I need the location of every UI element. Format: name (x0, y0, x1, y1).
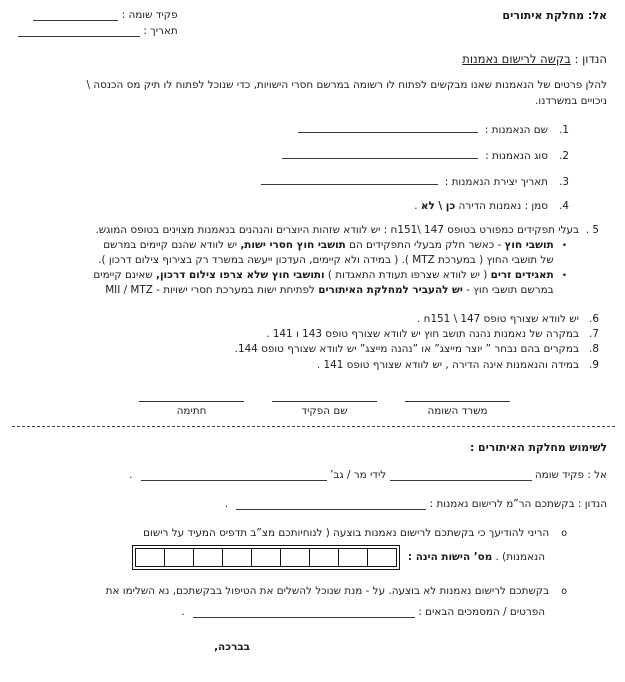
digit-box[interactable] (164, 548, 194, 567)
period: . (181, 605, 185, 618)
digit-box[interactable] (251, 548, 281, 567)
assessing-officer-label: פקיד שומה : (121, 9, 178, 21)
item-number: 2. (559, 150, 569, 162)
date-field[interactable] (18, 25, 140, 37)
period: . (224, 497, 229, 510)
page-title: בקשה לרישום נאמנות (462, 52, 571, 66)
intro-paragraph (18, 78, 607, 109)
digit-box[interactable] (222, 548, 252, 567)
bullet-foreign-residents-text (98, 238, 554, 268)
item-number: 5 . (585, 224, 599, 236)
list-item-form-147 (18, 312, 599, 327)
list-item-form-141 (18, 358, 599, 373)
signature-col-sign (139, 400, 244, 417)
item-text: במקרים בהם נבחר ” יוצר מייצג” או ”נהנה מייצג” יש לוודא שצורף טופס 144. (234, 343, 579, 356)
attn-label: לידי מר / גב’ (330, 468, 387, 481)
item-number: 9. (589, 358, 599, 371)
trust-name-label: שם הנאמנות : (484, 124, 548, 136)
date-label: תאריך : (143, 25, 178, 37)
entity-number-text (408, 551, 545, 563)
item-number: 8. (589, 343, 599, 356)
locator-section-heading: לשימוש מחלקת האיתורים : (469, 440, 607, 454)
signature-field[interactable] (139, 400, 244, 402)
missing-documents-row (18, 606, 607, 618)
run: תאגידים זרים (490, 269, 554, 281)
locator-subject-row (18, 497, 607, 512)
period: . (129, 468, 133, 481)
locator-to-label: אל : פקיד שומה (534, 468, 607, 481)
run: ותושבי חוץ שלא צרפו צילום דרכון, (156, 269, 325, 281)
locator-subject-label: הנדון : בקשתכם הר”מ לרישום נאמנות : (429, 497, 607, 510)
signature-label: חתימה (176, 404, 207, 417)
registration-done-line: הריני להודיעך כי בקשתכם לרישום נאמנות בוצעה ( לנוחיותכם מצ”ב תדפיס המעיד על רישום (143, 526, 550, 539)
entity-number-boxes (132, 545, 400, 570)
list-item-form-144 (18, 342, 599, 357)
item-text: במידה והנאמנות אינה הדירה , יש לוודא שצורף טופס 141 . (316, 358, 579, 371)
run: שאינם קיימים (93, 269, 156, 281)
entity-number-label: מס’ הישות הינה : (407, 551, 493, 564)
addressee-line: אל: מחלקת איתורים (502, 9, 607, 22)
digit-box[interactable] (338, 548, 368, 567)
trust-creation-date-field[interactable] (261, 173, 438, 185)
bullet-line (93, 268, 553, 283)
clerk-name-field[interactable] (272, 400, 377, 402)
list-item-trust-name (18, 121, 569, 138)
run: - כאשר חלק מבעלי התפקידים הם (345, 239, 505, 251)
locator-to-row (18, 468, 607, 483)
signature-block (18, 400, 510, 417)
document-header (18, 7, 607, 39)
item-number: 1. (559, 124, 569, 136)
run: ( יש לוודא שצרפו תעודת התאגדות ) (324, 269, 491, 281)
run: במרשם תושבי חוץ - (462, 284, 554, 296)
attn-name-field[interactable] (141, 469, 327, 481)
revocable-pre: סמן : נאמנות הדירה (455, 200, 548, 212)
registration-not-done-line: בקשתכם לרישום נאמנות לא בוצעה. על - מנת שנוכל להשלים את הטיפול בבקשתכם, נא השלימו את (105, 584, 550, 597)
run: יש להעביר למחלקת האיתורים (318, 284, 463, 296)
intro-line-2: ניכויים במשרדנו. (535, 94, 607, 107)
clerk-label: שם הפקיד (301, 404, 348, 417)
yes-no-choice[interactable]: כן \ לא (420, 200, 456, 212)
trust-type-field[interactable] (282, 147, 478, 159)
bullet-foreign-corporations (18, 268, 607, 298)
circle-bullet-icon[interactable]: o (561, 585, 567, 597)
list-item-trust-type (18, 147, 569, 164)
forms-checklist (18, 312, 607, 373)
bullet-line (93, 283, 553, 298)
bullet-foreign-residents (18, 238, 607, 268)
item-number: 6. (589, 313, 599, 325)
item-number: 4. (559, 200, 569, 212)
revocable-mark-text (414, 199, 548, 214)
bullet-icon: • (561, 241, 567, 251)
date-row (18, 23, 178, 39)
run: הנאמנות) . (492, 551, 545, 564)
missing-documents-field[interactable] (193, 606, 415, 618)
option-registration-done (18, 525, 607, 542)
closing-salutation: בברכה, (214, 640, 250, 653)
digit-box[interactable] (309, 548, 339, 567)
signature-col-office (405, 400, 510, 417)
locator-trust-name-field[interactable] (236, 498, 426, 510)
bullet-line: של תושבי החוץ ( במערכת MTZ ). ( במידה ולא קיימים, העדכון ייעשה במשרד רק בצירוף צילום דרכון ). (98, 254, 554, 266)
run: תושבי חוץ (504, 239, 554, 251)
trust-type-label: סוג הנאמנות : (485, 150, 548, 162)
option-registration-not-done (18, 583, 607, 600)
list-item-revocable-mark (18, 199, 569, 214)
subject-label: הנדון : (574, 52, 607, 66)
run: תושבי חוץ חסרי ישות, (240, 239, 346, 251)
revocable-post: . (414, 200, 421, 212)
locator-officer-field[interactable] (390, 469, 532, 481)
intro-line-1: להלן פרטים של הנאמנות שאנו מבקשים לפתוח לו רשומה במרשם חסרי הישויות, כדי שנוכל לפתוח לו תיק מס הכנסה \ (86, 79, 607, 91)
signature-col-clerk (272, 400, 377, 417)
digit-box[interactable] (280, 548, 310, 567)
digit-box[interactable] (193, 548, 223, 567)
entity-number-row (18, 545, 607, 570)
run: יש לוודא שהנם קיימים במרשם (103, 239, 241, 251)
list-item-form-143-141 (18, 327, 599, 342)
list-item-office-holders (18, 223, 607, 238)
office-holders-text: בעלי תפקידים כמפורט בטופס 147 \151ח : יש לוודא שזהות היוצרים והנהנים בנאמנות מצוינים בטופס המוגש. (95, 224, 579, 236)
trust-name-field[interactable] (298, 121, 478, 133)
circle-bullet-icon[interactable]: o (561, 527, 567, 539)
bullet-line (98, 238, 554, 253)
assessing-officer-field[interactable] (33, 9, 118, 21)
item-number: 7. (589, 328, 599, 341)
list-item-trust-creation-date (18, 173, 569, 190)
missing-documents-label: הפרטים / המסמכים הבאים : (418, 605, 545, 618)
dashed-divider (12, 426, 615, 427)
assessing-officer-row (18, 7, 178, 23)
office-label: משרד השומה (427, 404, 488, 417)
trust-details-list (18, 121, 607, 214)
header-fields (18, 7, 178, 39)
run: לפתיחת ישות במערכת חסרי ישויות - MII / MTZ (105, 284, 319, 296)
digit-box[interactable] (135, 548, 165, 567)
trust-creation-date-label: תאריך יצירת הנאמנות : (444, 176, 548, 188)
bullet-icon: • (561, 271, 567, 281)
digit-box[interactable] (367, 548, 397, 567)
item-text: במקרה של נאמנות נהנה תושב חוץ יש לוודא שצורף טופס 143 ו 141 . (266, 328, 579, 341)
subject-row (18, 52, 607, 66)
bullet-foreign-corporations-text (93, 268, 553, 298)
office-signature-field[interactable] (405, 400, 510, 402)
item-number: 3. (559, 176, 569, 188)
item-text: יש לוודא שצורף טופס 147 \ 151ח . (417, 313, 579, 325)
